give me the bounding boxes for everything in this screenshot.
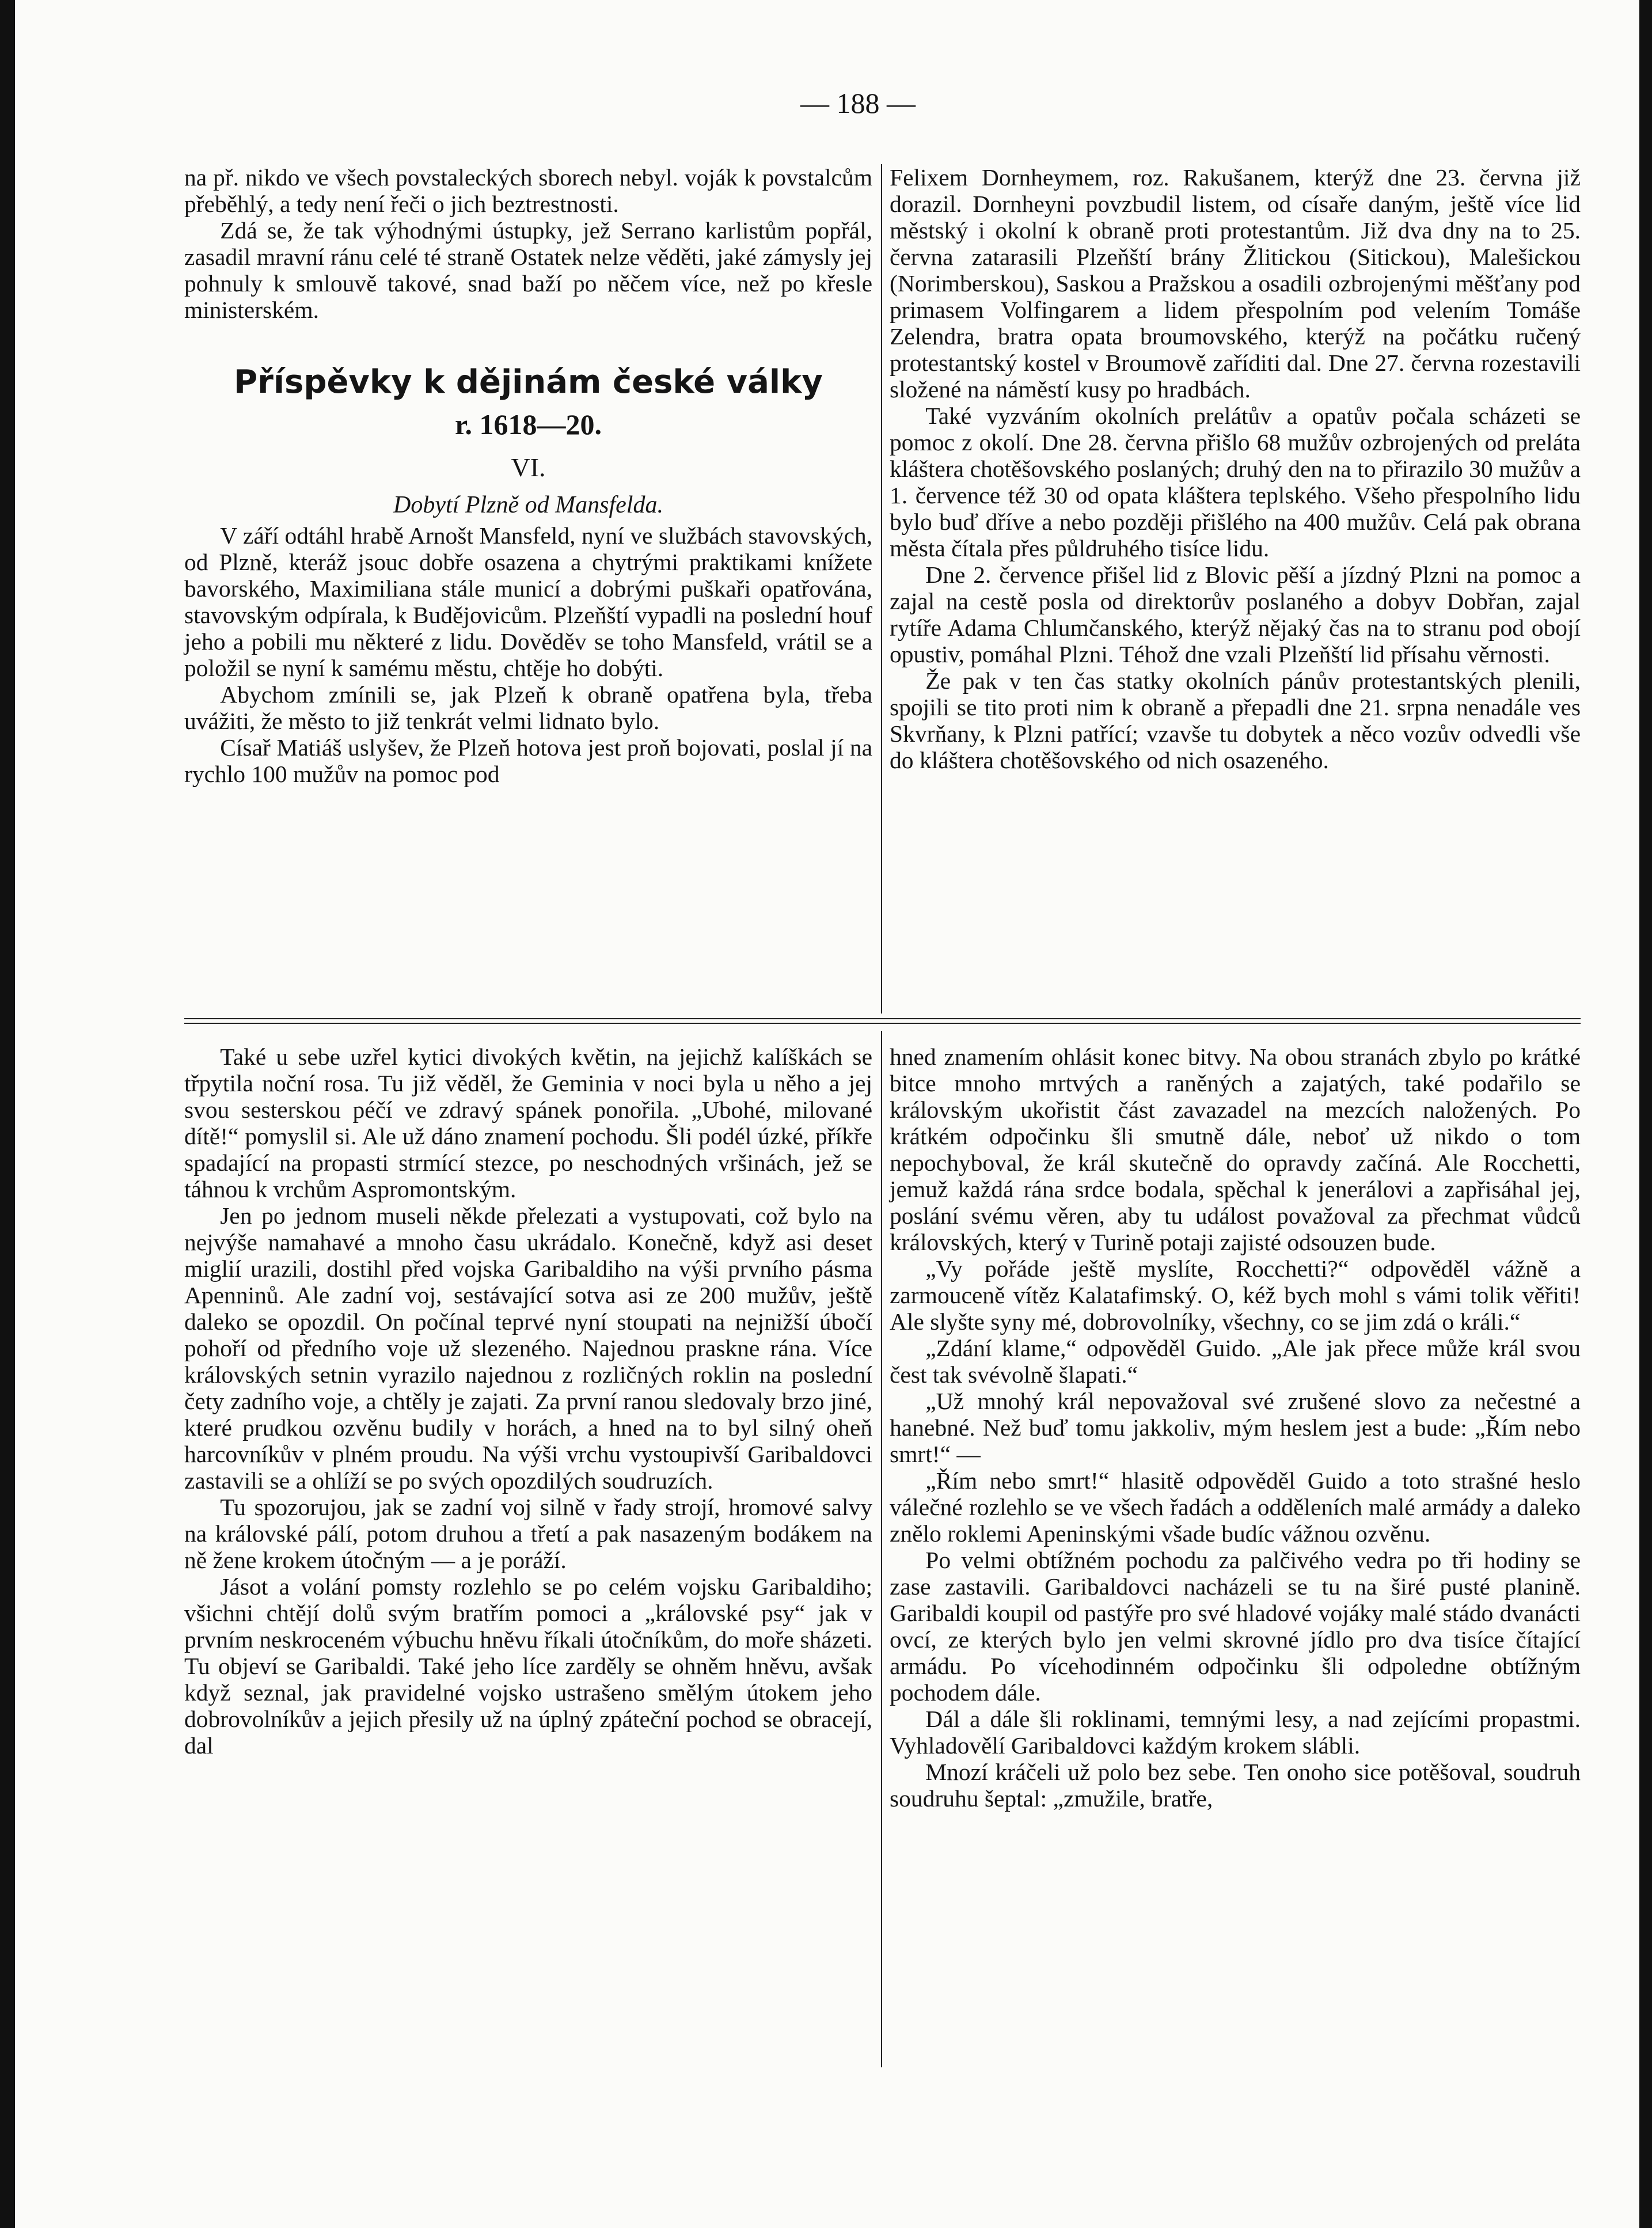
article-part: VI.	[511, 453, 546, 482]
paragraph: hned znamením ohlásit konec bitvy. Na obou stranách zbylo po krátké bitce mnoho mrtvých a raněných a zajatých, také podařilo se královským ukořistit část zavazadel na mezcích naložených. Po krátkém odpočinku šli smutně dále, neboť už nikdo o tom nepochyboval, že král skutečně do opravdy začíná. Ale Rocchetti, jemuž každá rána srdce bodala, spěchal k jenerálovi a zapřisáhal jej, poslání svému věren, aby tu událost považoval za přechmat vůdců královských, který v Turině potaji zajisté odsouzen bude.	[890, 1043, 1581, 1255]
paragraph: Jen po jednom museli někde přelezati a vystupovati, což bylo na nejvýše namahavé a mnoho času ukrádalo. Konečně, když asi deset miglií urazili, dostihl před vojska Garibaldiho na výši prvního pásma Apenninů. Ale zadní voj, sestávající sotva asi ze 200 mužův, ještě daleko se opozdil. On počínal teprvé nyní stoupati na nejnižší úbočí pohoří od předního voje už slezeného. Najednou praskne rána. Více královských setnin vyrazilo najednou z rozličných roklin na poslední čety zadního voje, a chtěly je zajati. Za první ranou sledovaly brzo jiné, které prudkou ozvěnu budily v horách, a hned na to byl silný oheň harcovníkův v plném proudu. Na výši vrchu vystoupivší Garibaldovci zastavili se a ohlíží se po svých opozdilých soudruzích.	[184, 1202, 872, 1494]
paragraph: „Vy pořáde ještě myslíte, Rocchetti?“ odpověděl vážně a zarmouceně vítěz Kalatafimský. O, kéž bych mohl s vámi tolik věřiti! Ale slyšte syny mé, dobrovolníky, všechny, co se jim zdá o králi.“	[890, 1255, 1581, 1335]
column-divider-bottom	[881, 1031, 882, 2067]
paragraph: V září odtáhl hrabě Arnošt Mansfeld, nyní ve službách stavovských, od Plzně, kteráž jsouc dobře osazena a chytrými praktikami knížete bavorského, Maximiliana stále municí a dobrými puškaři opatřována, stavovským odpírala, k Budějovicům. Plzeňští vypadli na poslední houf jeho a pobili mu některé z lidu. Dověděv se toho Mansfeld, vrátil se a položil se nyní k samému městu, chtěje ho dobýti.	[184, 522, 872, 681]
article-year: r. 1618—20.	[454, 408, 602, 441]
scan-left-border	[0, 0, 15, 2228]
paragraph: Tu spozorujou, jak se zadní voj silně v řady strojí, hromové salvy na královské pálí, potom druhou a třetí a pak nasazeným bodákem na ně žene krokem útočným — a je poráží.	[184, 1494, 872, 1573]
paragraph: Dne 2. července přišel lid z Blovic pěší a jízdný Plzni na pomoc a zajal na cestě posla od direktorův poslaného a dobyv Dobřan, zajal rytíře Adama Chlumčanského, kterýž nějaký čas na to stranu pod obojí opustiv, pomáhal Plzni. Téhož dne vzali Plzeňští lid přísahu věrnosti.	[890, 561, 1581, 667]
column-top-left	[184, 164, 872, 787]
column-top-right	[890, 164, 1581, 773]
paragraph: „Zdání klame,“ odpověděl Guido. „Ale jak přece může král svou čest tak svévolně šlapati.“	[890, 1335, 1581, 1388]
paragraph: Císař Matiáš uslyšev, že Plzeň hotova jest proň bojovati, poslal jí na rychlo 100 mužův na pomoc pod	[184, 734, 872, 787]
paragraph: Že pak v ten čas statky okolních pánův protestantských plenili, spojili se tito proti nim k obraně a přepadli dne 21. srpna nenadále ves Skvrňany, k Plzni patřící; vzavše tu dobytek a něco vozův odvedli vše do kláštera chotěšovského od nich osazeného.	[890, 667, 1581, 773]
paragraph: „Řím nebo smrt!“ hlasitě odpověděl Guido a toto strašné heslo válečné rozlehlo se ve všech řadách a odděleních malé armády a daleko znělo roklemi Apeninskými všade budíc vážnou ozvěnu.	[890, 1467, 1581, 1547]
column-bottom-right	[890, 1043, 1581, 1812]
column-bottom-left	[184, 1043, 872, 1759]
paragraph: Mnozí kráčeli už polo bez sebe. Ten onoho sice potěšoval, soudruh soudruhu šeptal: „zmužile, bratře,	[890, 1759, 1581, 1812]
paragraph: Po velmi obtížném pochodu za palčivého vedra po tři hodiny se zase zastavili. Garibaldovci nacházeli se tu na širé pusté planině. Garibaldi koupil od pastýře pro své hladové vojáky malé stádo dvanácti ovcí, ze kterých bylo jen velmi skrovné jídlo pro dva tisíce čítající armádu. Po vícehodinném odpočinku šli odpoledne obtížným pochodem dále.	[890, 1547, 1581, 1706]
paragraph: Abychom zmínili se, jak Plzeň k obraně opatřena byla, třeba uvážiti, že město to již tenkrát velmi lidnato bylo.	[184, 681, 872, 734]
paragraph: „Už mnohý král nepovažoval své zrušené slovo za nečestné a hanebné. Než buď tomu jakkoliv, mým heslem jest a bude: „Řím nebo smrt!“ —	[890, 1388, 1581, 1467]
article-title: Příspěvky k dějinám české války	[234, 363, 823, 401]
section-divider-double	[184, 1023, 1581, 1024]
article-subtitle: Dobytí Plzně od Mansfelda.	[393, 492, 663, 518]
paragraph: Jásot a volání pomsty rozlehlo se po celém vojsku Garibaldiho; všichni chtějí dolů svým bratřím pomoci a „královské psy“ jak v prvním neskroceném výbuchu hněvu říkali útočníkům, do moře sházeti. Tu objeví se Garibaldi. Také jeho líce zarděly se ohněm hněvu, avšak když seznal, jak pravidelné vojsko ustrašeno smělým útokem jeho dobrovolníkův a jejich přesily už na úplný zpáteční pochod se obracejí, dal	[184, 1573, 872, 1759]
paragraph: Také u sebe uzřel kytici divokých květin, na jejichž kalíškách se třpytila noční rosa. Tu již věděl, že Geminia v noci byla u něho a jej svou sesterskou péčí ve zdravý spánek ponořila. „Ubohé, milované dítě!“ pomyslil si. Ale už dáno znamení pochodu. Šli podél úzké, příkře spadající na propasti strmící stezce, po neschodných vršinách, jež se táhnou k vrchům Aspromontským.	[184, 1043, 872, 1202]
column-divider-top	[881, 164, 882, 1014]
paragraph: Zdá se, že tak výhodnými ústupky, jež Serrano karlistům popřál, zasadil mravní ránu celé té straně Ostatek nelze věděti, jaké zámysly jej pohnuly k smlouvě takové, snad baží po něčem více, než po křesle ministerském.	[184, 217, 872, 323]
page-number: — 188 —	[800, 87, 916, 119]
paragraph: Felixem Dornheymem, roz. Rakušanem, kterýž dne 23. června již dorazil. Dornheyni povzbudil listem, od císaře daným, ještě více lid městský i okolní k obraně proti protestantům. Již dva dny na to 25. června zatarasili Plzeňští brány Žlitickou (Sitickou), Malešickou (Norimberskou), Saskou a Pražskou a osadili ozbrojenými měšťany pod primasem Volfingarem a lidem přespolním pod velením Tomáše Zelendra, bratra opata broumovského, kterýž na počátku ručený protestantský kostel v Broumově zaříditi dal. Dne 27. června rozestavili složené na náměstí kusy po hradbách.	[890, 164, 1581, 403]
section-divider	[184, 1018, 1581, 1019]
paragraph: na př. nikdo ve všech povstaleckých sborech nebyl. voják k povstalcům přeběhlý, a tedy není řeči o jich beztrestnosti.	[184, 164, 872, 217]
paragraph: Dál a dále šli roklinami, temnými lesy, a nad zejícími propastmi. Vyhladovělí Garibaldovci každým krokem slábli.	[890, 1706, 1581, 1759]
scan-right-border	[1639, 0, 1652, 2228]
paragraph: Také vyzváním okolních prelátův a opatův počala scházeti se pomoc z okolí. Dne 28. června přišlo 68 mužův ozbrojených od preláta kláštera chotěšovského poslaných; druhý den na to přirazilo 30 mužův a 1. července též 30 od opata kláštera teplského. Všeho přespolního lidu bylo buď dříve a nebo později přišlého na 400 mužův. Celá pak obrana města čítala přes půldruhého tisíce lidu.	[890, 403, 1581, 561]
